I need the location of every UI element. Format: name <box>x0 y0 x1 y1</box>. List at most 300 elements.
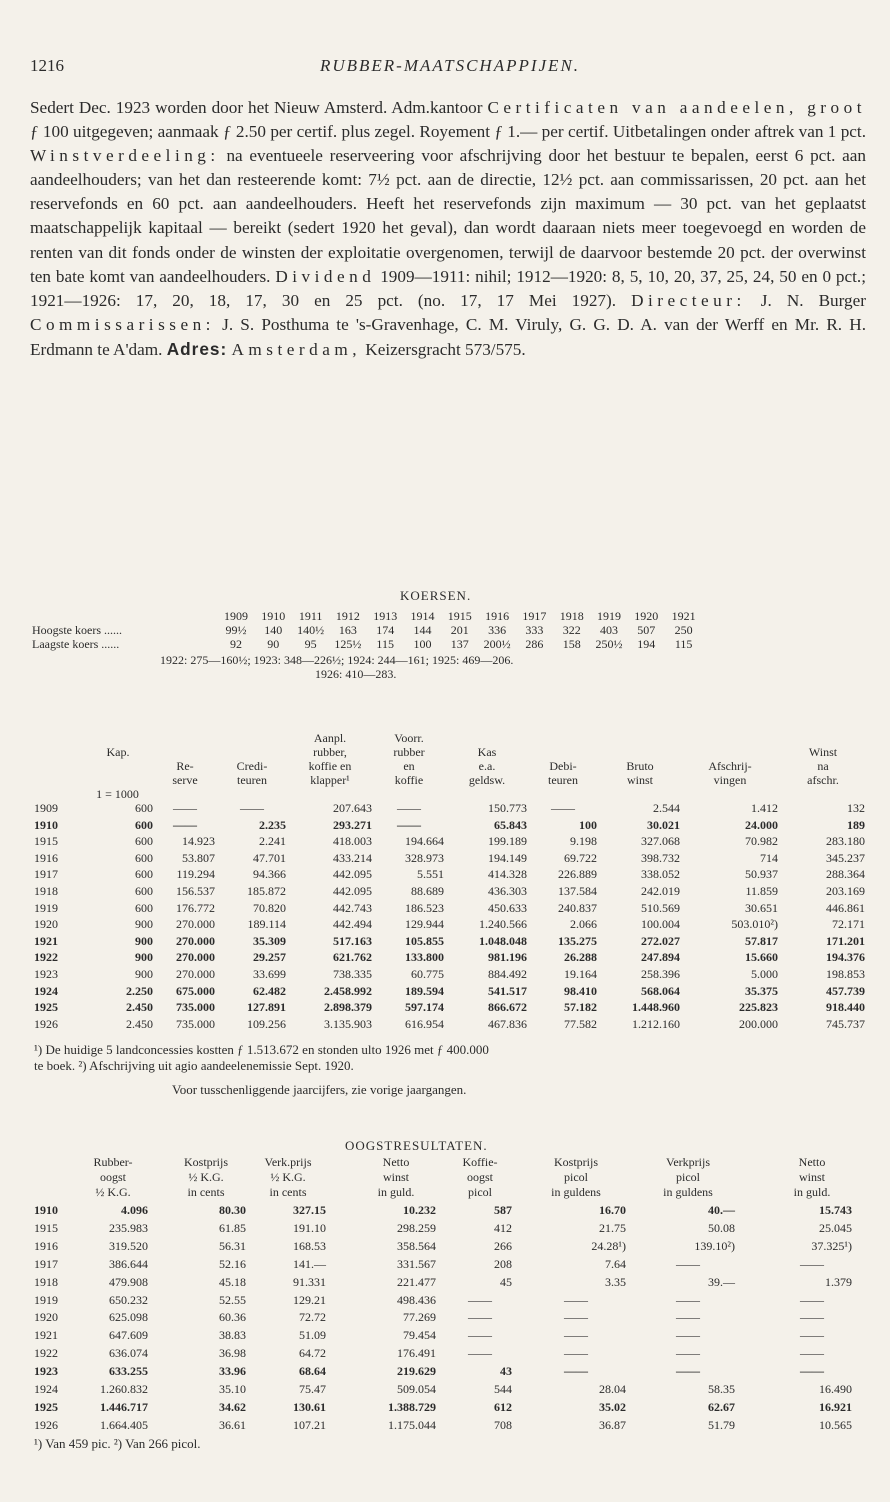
price-cell: 333 <box>525 623 544 637</box>
column-header: picol <box>468 1185 492 1199</box>
value-cell: 338.052 <box>641 867 680 882</box>
value-cell: 88.689 <box>411 884 444 898</box>
value-cell: 1.446.717 <box>100 1399 148 1414</box>
column-header: en <box>403 759 415 773</box>
value-cell: 235.983 <box>109 1220 148 1235</box>
intro-text: J. N. Burger <box>745 290 866 310</box>
value-cell: 171.201 <box>826 933 865 948</box>
year-cell: 1926 <box>34 1016 58 1031</box>
value-cell: 600 <box>135 900 153 915</box>
price-cell: 201 <box>450 623 469 637</box>
year-cell: 1920 <box>34 1310 58 1325</box>
column-header: ½ K.G. <box>95 1185 131 1199</box>
value-cell: 57.817 <box>745 933 778 948</box>
value-cell: —— <box>800 1364 824 1379</box>
value-cell: 509.054 <box>397 1382 436 1396</box>
value-cell: 189.114 <box>247 917 286 932</box>
value-cell: 1.388.729 <box>388 1399 436 1414</box>
value-cell: —— <box>676 1292 700 1307</box>
value-cell: 442.494 <box>333 917 372 932</box>
price-cell: 115 <box>674 637 693 651</box>
value-cell: 503.010²) <box>731 917 778 932</box>
value-cell: 600 <box>135 817 153 832</box>
value-cell: 200.000 <box>739 1016 778 1031</box>
column-header: Winst <box>808 745 838 759</box>
value-cell: 30.021 <box>647 817 680 832</box>
year-cell: 1925 <box>34 1000 58 1015</box>
value-cell: 16.490 <box>819 1382 852 1396</box>
value-cell: 61.85 <box>219 1220 246 1235</box>
year-cell: 1926 <box>34 1417 58 1432</box>
value-cell: 50.08 <box>708 1220 735 1235</box>
column-header: Debi- <box>549 759 577 773</box>
value-cell: 28.04 <box>599 1382 626 1396</box>
value-cell: 199.189 <box>488 834 527 849</box>
value-cell: —— <box>676 1256 700 1271</box>
value-cell: 587 <box>494 1203 512 1217</box>
year-cell: 1917 <box>34 1256 58 1271</box>
value-cell: 2.066 <box>570 917 597 932</box>
value-cell: 2.544 <box>653 801 680 815</box>
value-cell: —— <box>564 1364 588 1379</box>
value-cell: 68.64 <box>299 1364 326 1379</box>
value-cell: 58.35 <box>708 1382 735 1396</box>
value-cell: 647.609 <box>109 1328 148 1343</box>
value-cell: 15.743 <box>819 1203 852 1217</box>
value-cell: 141.— <box>293 1256 326 1271</box>
value-cell: 247.894 <box>641 950 680 965</box>
value-cell: 288.364 <box>826 867 865 882</box>
value-cell: 45.18 <box>219 1274 246 1289</box>
koersen-title: KOERSEN. <box>400 588 472 603</box>
value-cell: 133.800 <box>405 950 444 965</box>
value-cell: —— <box>468 1328 492 1343</box>
value-cell: 70.982 <box>745 834 778 849</box>
value-cell: 600 <box>135 884 153 898</box>
column-header: in guldens <box>551 1185 601 1199</box>
value-cell: 319.520 <box>109 1238 148 1253</box>
value-cell: —— <box>240 801 264 815</box>
value-cell: 119.294 <box>176 867 215 882</box>
value-cell: 600 <box>135 834 153 849</box>
column-header: Voorr. <box>394 731 424 745</box>
value-cell: 11.859 <box>745 884 778 898</box>
value-cell: 650.232 <box>109 1292 148 1307</box>
value-cell: 345.237 <box>826 850 865 865</box>
value-cell: 612 <box>494 1399 512 1414</box>
year-cell: 1910 <box>34 1203 58 1217</box>
value-cell: 10.232 <box>403 1203 436 1217</box>
value-cell: 47.701 <box>253 850 286 865</box>
value-cell: 900 <box>135 950 153 965</box>
later-prices: 1922: 275—160½; 1923: 348—226½; 1924: 244—161; 1925: 469—206. <box>160 653 514 667</box>
column-header: teuren <box>237 773 267 787</box>
column-header: afschr. <box>807 773 839 787</box>
column-header: Credi- <box>236 759 268 773</box>
value-cell: 2.241 <box>259 834 286 849</box>
value-cell: 1.212.160 <box>632 1016 680 1031</box>
year-header: 1916 <box>485 609 510 623</box>
balance-table <box>0 732 890 1042</box>
value-cell: 191.10 <box>293 1220 326 1235</box>
value-cell: 24.000 <box>745 817 778 832</box>
value-cell: —— <box>800 1346 824 1361</box>
value-cell: 266 <box>494 1238 512 1253</box>
value-cell: —— <box>564 1292 588 1307</box>
running-title: RUBBER-MAATSCHAPPIJEN. <box>319 56 581 75</box>
value-cell: 139.10²) <box>694 1238 735 1253</box>
column-header: Bruto <box>626 759 654 773</box>
column-header: Kostprijs <box>183 1155 228 1169</box>
value-cell: 498.436 <box>397 1292 436 1307</box>
previous-years-note: Voor tusschenliggende jaarcijfers, zie vorige jaargangen. <box>172 1082 467 1097</box>
value-cell: 2.235 <box>259 817 286 832</box>
harvest-table <box>0 1156 890 1441</box>
value-cell: 25.045 <box>819 1220 852 1235</box>
price-cell: 194 <box>637 637 656 651</box>
year-cell: 1917 <box>34 867 58 882</box>
value-cell: 189 <box>847 817 865 832</box>
price-cell: 286 <box>525 637 544 651</box>
price-cell: 200½ <box>483 637 511 651</box>
column-header: oogst <box>99 1170 126 1184</box>
value-cell: 621.762 <box>333 950 372 965</box>
value-cell: —— <box>564 1346 588 1361</box>
value-cell: —— <box>800 1328 824 1343</box>
value-cell: 242.019 <box>641 884 680 898</box>
column-header: klapper¹ <box>310 773 350 787</box>
value-cell: —— <box>468 1310 492 1325</box>
column-header: in cents <box>269 1185 307 1199</box>
value-cell: 21.75 <box>599 1220 626 1235</box>
intro-text: ƒ 100 uitgegeven; aanmaak ƒ 2.50 per certif. plus zegel. Royement ƒ 1.— per certif. Uitbetalingen onder aftrek van 1 pct. <box>30 122 866 142</box>
year-cell: 1909 <box>34 801 58 815</box>
value-cell: 918.440 <box>826 1000 865 1015</box>
price-cell: 99½ <box>225 623 247 637</box>
value-cell: 33.96 <box>219 1364 246 1379</box>
value-cell: 62.482 <box>253 983 286 998</box>
value-cell: 198.853 <box>826 967 865 981</box>
price-cell: 507 <box>637 623 656 637</box>
spaced-heading: Dividend <box>275 266 376 286</box>
value-cell: 150.773 <box>488 801 527 815</box>
value-cell: 1.448.960 <box>632 1000 680 1015</box>
value-cell: 442.743 <box>333 900 372 915</box>
value-cell: 457.739 <box>826 983 865 998</box>
column-header: Netto <box>798 1155 826 1169</box>
column-header: in guld. <box>377 1185 415 1199</box>
value-cell: 283.180 <box>826 834 865 849</box>
value-cell: 77.582 <box>564 1016 597 1031</box>
column-header: winst <box>798 1170 825 1184</box>
value-cell: 568.064 <box>641 983 680 998</box>
row-label: Hoogste koers ...... <box>32 623 122 637</box>
value-cell: 40.— <box>708 1203 735 1217</box>
value-cell: 270.000 <box>176 950 215 965</box>
value-cell: —— <box>173 817 197 832</box>
value-cell: —— <box>800 1292 824 1307</box>
value-cell: 194.149 <box>488 850 527 865</box>
value-cell: 107.21 <box>293 1417 326 1432</box>
year-cell: 1924 <box>34 1382 58 1396</box>
value-cell: 79.454 <box>403 1328 436 1343</box>
value-cell: 1.412 <box>751 801 778 815</box>
value-cell: 38.83 <box>219 1328 246 1343</box>
price-cell: 95 <box>304 637 317 651</box>
value-cell: 9.198 <box>570 834 597 849</box>
year-header: 1912 <box>335 609 360 623</box>
column-header: Verkprijs <box>666 1155 710 1169</box>
value-cell: 10.565 <box>819 1417 852 1432</box>
value-cell: 517.163 <box>333 933 372 948</box>
value-cell: 91.331 <box>293 1274 326 1289</box>
value-cell: 65.843 <box>494 817 527 832</box>
value-cell: 64.72 <box>299 1346 326 1361</box>
value-cell: 189.594 <box>405 983 444 998</box>
value-cell: 467.836 <box>488 1016 527 1031</box>
price-cell: 137 <box>450 637 469 651</box>
value-cell: 203.169 <box>826 884 865 898</box>
value-cell: —— <box>468 1346 492 1361</box>
price-cell: 140 <box>264 623 283 637</box>
value-cell: 36.98 <box>219 1346 246 1361</box>
koersen-table <box>0 610 890 700</box>
value-cell: 3.135.903 <box>324 1016 372 1031</box>
value-cell: 600 <box>135 867 153 882</box>
value-cell: 1.240.566 <box>479 917 527 932</box>
value-cell: 135.275 <box>558 933 597 948</box>
year-header: 1920 <box>634 609 659 623</box>
value-cell: 597.174 <box>405 1000 444 1015</box>
value-cell: 738.335 <box>333 967 372 981</box>
price-cell: 250 <box>674 623 693 637</box>
year-header: 1911 <box>298 609 323 623</box>
price-cell: 125½ <box>334 637 362 651</box>
year-header: 1919 <box>597 609 621 623</box>
value-cell: —— <box>173 801 197 815</box>
value-cell: 616.954 <box>405 1016 444 1031</box>
value-cell: 14.923 <box>182 834 215 849</box>
year-cell: 1919 <box>34 900 58 915</box>
later-prices: 1926: 410—283. <box>315 667 397 681</box>
intro-text: Sedert Dec. 1923 worden door het Nieuw Amsterd. Adm.kantoor <box>30 98 488 117</box>
value-cell: 221.477 <box>397 1274 436 1289</box>
value-cell: 2.250 <box>126 983 153 998</box>
value-cell: 270.000 <box>176 933 215 948</box>
spaced-heading: Directeur: <box>631 290 746 310</box>
value-cell: 386.644 <box>109 1256 148 1271</box>
price-cell: 174 <box>376 623 395 637</box>
intro-text: na eventueele reserveering voor afschrijving door het bestuur te bepalen, eerst 6 pct. aan aandeelhouders; van het dan resteerende komt: 7½ pct. aan de directie, 12½ pct. aan commissarissen, 20 pct. aan het reservefonds en 60 pct. aan aandeelhouders. Heeft het reservefonds zijn maximum — 30 pct. van het geplaatst maatschappelijk kapitaal — bereikt (sedert 1920 het geval), dan wordt daaraan niets meer toegevoegd en worden de renten van dit fonds onder de winsten der exploitatie overgenomen, terwijl de daarvoor bestemde 20 pct. der overwinst ten bate komt van aandeelhouders. <box>30 146 866 286</box>
year-cell: 1915 <box>34 1220 58 1235</box>
value-cell: 258.396 <box>641 967 680 981</box>
column-header: na <box>817 759 829 773</box>
value-cell: 328.973 <box>405 850 444 865</box>
value-cell: 442.095 <box>333 867 372 882</box>
value-cell: 327.068 <box>641 834 680 849</box>
value-cell: —— <box>564 1328 588 1343</box>
value-cell: 72.72 <box>299 1310 326 1325</box>
value-cell: 450.633 <box>488 900 527 915</box>
column-header: in guldens <box>663 1185 713 1199</box>
value-cell: 130.61 <box>293 1399 326 1414</box>
intro-text: J. S. Posthuma te 's-Gravenhage, C. M. Viruly, G. G. D. A. van der Werff en Mr. R. H. Erdmann te A'dam. <box>30 314 866 359</box>
column-header: Kas <box>477 745 497 759</box>
value-cell: 105.855 <box>405 933 444 948</box>
intro-text: Keizersgracht 573/575. <box>361 339 526 359</box>
value-cell: 16.921 <box>819 1399 852 1414</box>
value-cell: 293.271 <box>333 817 372 832</box>
value-cell: 127.891 <box>247 1000 286 1015</box>
value-cell: 69.722 <box>564 850 597 865</box>
value-cell: 446.861 <box>826 900 865 915</box>
price-cell: 403 <box>600 623 618 637</box>
value-cell: 72.171 <box>832 917 865 932</box>
value-cell: 675.000 <box>176 983 215 998</box>
column-header: winst <box>626 773 653 787</box>
value-cell: 745.737 <box>826 1016 865 1031</box>
value-cell: 36.87 <box>599 1417 626 1432</box>
value-cell: 34.62 <box>219 1399 246 1414</box>
value-cell: —— <box>564 1310 588 1325</box>
price-cell: 250½ <box>595 637 623 651</box>
year-cell: 1922 <box>34 1346 58 1361</box>
value-cell: 219.629 <box>397 1364 436 1379</box>
value-cell: 633.255 <box>109 1364 148 1379</box>
column-header: Afschrij- <box>708 759 752 773</box>
column-header: in cents <box>187 1185 225 1199</box>
value-cell: 331.567 <box>397 1256 436 1271</box>
year-header: 1917 <box>522 609 547 623</box>
value-cell: —— <box>800 1256 824 1271</box>
year-cell: 1916 <box>34 850 58 865</box>
value-cell: 1.175.044 <box>388 1417 436 1432</box>
year-cell: 1923 <box>34 967 58 981</box>
value-cell: 735.000 <box>176 1016 215 1031</box>
value-cell: 418.003 <box>333 834 372 849</box>
value-cell: 176.772 <box>176 900 215 915</box>
value-cell: 194.664 <box>405 834 444 849</box>
year-cell: 1919 <box>34 1292 58 1307</box>
column-header: picol <box>564 1170 588 1184</box>
value-cell: 35.02 <box>599 1399 626 1414</box>
price-cell: 100 <box>413 637 432 651</box>
value-cell: 1.048.048 <box>479 933 527 948</box>
value-cell: 36.61 <box>219 1417 246 1432</box>
value-cell: —— <box>676 1346 700 1361</box>
price-cell: 322 <box>562 623 581 637</box>
year-header: 1914 <box>410 609 435 623</box>
value-cell: 510.569 <box>641 900 680 915</box>
value-cell: 1.260.832 <box>100 1382 148 1396</box>
value-cell: 398.732 <box>641 850 680 865</box>
column-header: picol <box>676 1170 700 1184</box>
value-cell: 240.837 <box>558 900 597 915</box>
value-cell: 270.000 <box>176 917 215 932</box>
value-cell: 53.807 <box>182 850 215 865</box>
value-cell: 39.— <box>708 1274 735 1289</box>
value-cell: 52.16 <box>219 1256 246 1271</box>
value-cell: 35.309 <box>253 933 286 948</box>
value-cell: 51.79 <box>708 1417 735 1432</box>
value-cell: 981.196 <box>488 950 527 965</box>
value-cell: 100.004 <box>641 917 680 932</box>
value-cell: 98.410 <box>564 983 597 998</box>
column-header: geldsw. <box>468 773 506 787</box>
value-cell: 186.523 <box>405 900 444 915</box>
value-cell: 35.375 <box>745 983 778 998</box>
value-cell: 4.096 <box>121 1203 148 1217</box>
year-cell: 1921 <box>34 1328 58 1343</box>
value-cell: —— <box>676 1328 700 1343</box>
value-cell: 735.000 <box>176 1000 215 1015</box>
value-cell: 1.664.405 <box>100 1417 148 1432</box>
intro-paragraph <box>30 96 866 362</box>
value-cell: 625.098 <box>109 1310 148 1325</box>
year-cell: 1910 <box>34 817 58 832</box>
column-header: winst <box>382 1170 409 1184</box>
oogst-title: OOGSTRESULTATEN. <box>345 1138 488 1153</box>
value-cell: 2.898.379 <box>324 1000 372 1015</box>
column-header: in guld. <box>793 1185 831 1199</box>
row-label: Laagste koers ...... <box>32 637 120 651</box>
column-header: e.a. <box>478 759 496 773</box>
year-cell: 1918 <box>34 884 58 898</box>
value-cell: 37.325¹) <box>811 1238 852 1253</box>
value-cell: 226.889 <box>558 867 597 882</box>
value-cell: 442.095 <box>333 884 372 898</box>
value-cell: 35.10 <box>219 1382 246 1396</box>
column-header: rubber, <box>313 745 347 759</box>
value-cell: 43 <box>500 1364 512 1379</box>
year-cell: 1923 <box>34 1364 58 1379</box>
value-cell: 50.937 <box>745 867 778 882</box>
value-cell: 70.820 <box>253 900 286 915</box>
year-header: 1909 <box>224 609 248 623</box>
price-cell: 92 <box>230 637 242 651</box>
value-cell: 62.67 <box>708 1399 735 1414</box>
value-cell: —— <box>551 801 575 815</box>
value-cell: 900 <box>135 933 153 948</box>
value-cell: 16.70 <box>599 1203 626 1217</box>
balance-footnote-2: te boek. ²) Afschrijving uit agio aandeelenemissie Sept. 1920. <box>34 1058 354 1073</box>
intro-text: 1909—1911: nihil; 1912—1920: 8, 5, 10, 20, 37, 25, 24, 50 en 0 pct.; 1921—1926: 17, 20, 18, 17, 30 en 25 pct. (no. 17, 17 Mei 1927). <box>30 266 866 310</box>
column-header: oogst <box>466 1170 493 1184</box>
value-cell: 132 <box>847 801 865 815</box>
year-header: 1921 <box>671 609 696 623</box>
year-cell: 1915 <box>34 834 58 849</box>
value-cell: 57.182 <box>564 1000 597 1015</box>
price-cell: 163 <box>338 623 357 637</box>
column-header: teuren <box>548 773 578 787</box>
column-header: rubber <box>393 745 425 759</box>
value-cell: 866.672 <box>488 1000 527 1015</box>
value-cell: 176.491 <box>397 1346 436 1361</box>
value-cell: 479.908 <box>109 1274 148 1289</box>
value-cell: 900 <box>135 967 153 981</box>
value-cell: 33.699 <box>253 967 286 981</box>
value-cell: 100 <box>579 817 597 832</box>
value-cell: 600 <box>135 850 153 865</box>
value-cell: 1.379 <box>825 1274 852 1289</box>
value-cell: 225.823 <box>739 1000 778 1015</box>
balance-footnote-1: ¹) De huidige 5 landconcessies kostten ƒ 1.513.672 en stonden ulto 1926 met ƒ 400.000 <box>34 1042 489 1057</box>
spaced-heading: Certificaten van aandeelen, groot <box>487 98 866 117</box>
value-cell: —— <box>397 817 421 832</box>
adres-label: Adres: <box>166 338 228 359</box>
value-cell: 80.30 <box>219 1203 246 1217</box>
value-cell: —— <box>397 801 421 815</box>
